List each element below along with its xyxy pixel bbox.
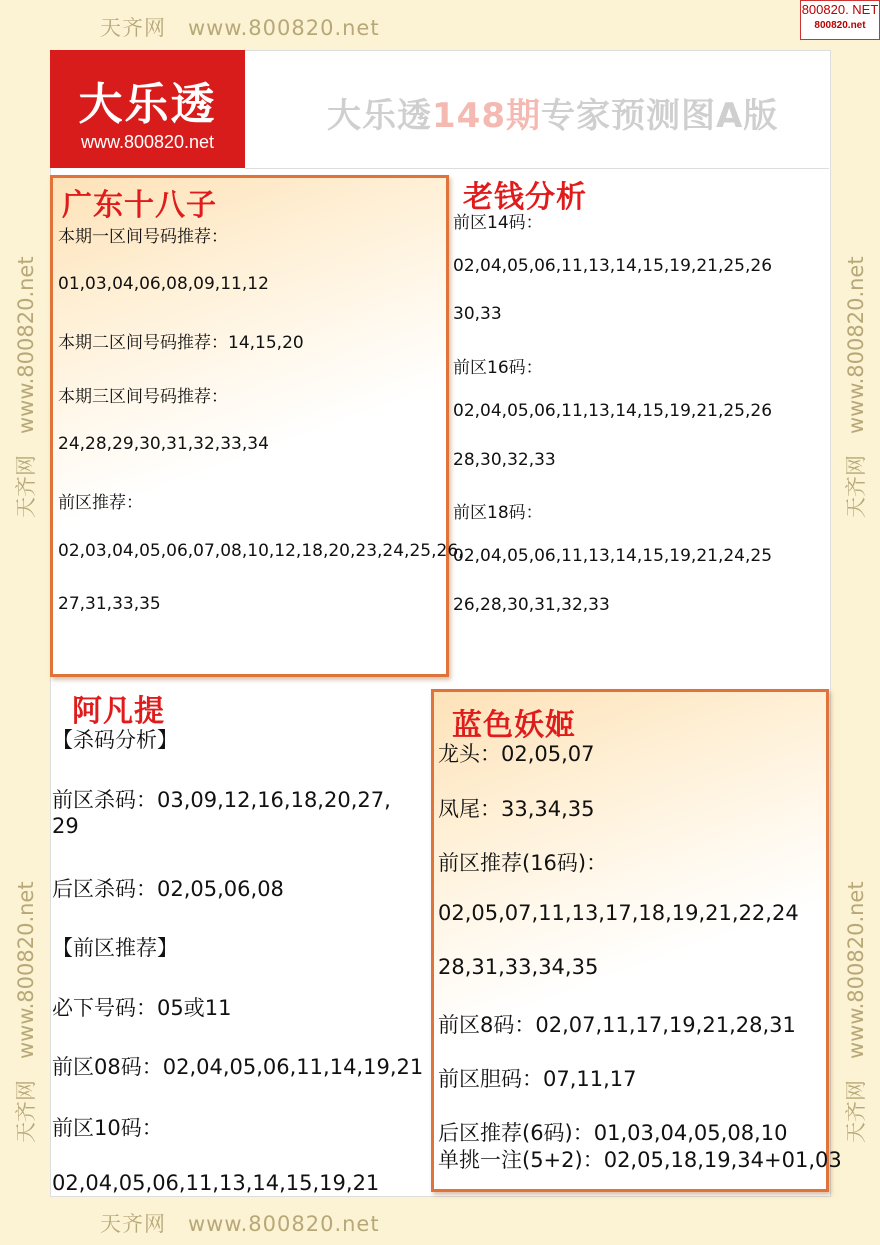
watermark-top: 天齐网 www.800820.net [100, 16, 380, 40]
lanse-line: 前区8码：02,07,11,17,19,21,28,31 [438, 1013, 796, 1037]
guangdong-line: 27,31,33,35 [58, 594, 161, 614]
lanse-line: 凤尾：33,34,35 [438, 797, 595, 821]
watermark-right-lower: 天齐网 www.800820.net [844, 881, 868, 1143]
afanti-line: 后区杀码：02,05,06,08 [52, 877, 284, 901]
guangdong-line: 01,03,04,06,08,09,11,12 [58, 274, 269, 294]
laoqian-line: 28,30,32,33 [453, 450, 556, 470]
afanti-line: 必下号码：05或11 [52, 996, 232, 1020]
logo-block [50, 50, 245, 168]
banner-title [327, 88, 778, 137]
lanse-title: 蓝色妖姬 [452, 708, 576, 743]
logo-url: www.800820.net [80, 132, 215, 152]
stamp-line2: 800820.net [814, 20, 866, 31]
lanse-line: 前区胆码：07,11,17 [438, 1067, 637, 1091]
afanti-line: 02,04,05,06,11,13,14,15,19,21 [52, 1171, 380, 1195]
watermark-left-upper: 天齐网 www.800820.net [14, 256, 38, 518]
lanse-line: 前区推荐(16码)： [438, 851, 608, 875]
laoqian-line: 02,04,05,06,11,13,14,15,19,21,24,25 [453, 546, 773, 566]
watermark-left-lower: 天齐网 www.800820.net [14, 881, 38, 1143]
watermark-right-upper: 天齐网 www.800820.net [844, 256, 868, 518]
afanti-line: 【前区推荐】 [52, 936, 178, 960]
afanti-line: 前区10码： [52, 1116, 163, 1140]
banner-prefix: 大乐透 [327, 96, 432, 136]
guangdong-line: 前区推荐： [58, 493, 143, 513]
guangdong-line: 24,28,29,30,31,32,33,34 [58, 434, 269, 454]
afanti-line: 29 [52, 814, 79, 838]
site-stamp [800, 0, 880, 40]
banner-issue: 148期 [432, 96, 541, 136]
guangdong-line: 本期一区间号码推荐： [58, 227, 228, 247]
banner-suffix: 专家预测图A版 [540, 96, 779, 136]
afanti-line: 【杀码分析】 [52, 728, 178, 752]
lanse-line: 龙头：02,05,07 [438, 742, 595, 766]
stamp-line1: 800820. NET [801, 2, 879, 17]
laoqian-line: 前区18码： [453, 503, 543, 523]
watermark-bottom: 天齐网 www.800820.net [100, 1212, 380, 1236]
lanse-line: 后区推荐(6码)：01,03,04,05,08,10 [438, 1121, 788, 1145]
guangdong-title: 广东十八子 [62, 188, 217, 223]
lanse-line: 单挑一注(5+2)：02,05,18,19,34+01,03 [438, 1148, 842, 1172]
guangdong-line: 02,03,04,05,06,07,08,10,12,18,20,23,24,25,26, [58, 541, 464, 561]
laoqian-line: 30,33 [453, 304, 502, 324]
afanti-line: 前区杀码：03,09,12,16,18,20,27, [52, 788, 391, 812]
laoqian-line: 02,04,05,06,11,13,14,15,19,21,25,26 [453, 256, 773, 276]
guangdong-line: 本期三区间号码推荐： [58, 387, 228, 407]
afanti-line: 前区08码：02,04,05,06,11,14,19,21 [52, 1055, 424, 1079]
laoqian-line: 前区14码： [453, 213, 543, 233]
afanti-title: 阿凡提 [72, 694, 165, 729]
laoqian-line: 02,04,05,06,11,13,14,15,19,21,25,26 [453, 401, 773, 421]
laoqian-line: 26,28,30,31,32,33 [453, 595, 610, 615]
lanse-line: 28,31,33,34,35 [438, 955, 599, 979]
logo-title: 大乐透 [78, 79, 217, 130]
header-banner [245, 50, 829, 169]
laoqian-line: 前区16码： [453, 358, 543, 378]
laoqian-title: 老钱分析 [463, 180, 587, 215]
lanse-line: 02,05,07,11,13,17,18,19,21,22,24 [438, 901, 799, 925]
guangdong-line: 本期二区间号码推荐：14,15,20 [58, 333, 304, 353]
